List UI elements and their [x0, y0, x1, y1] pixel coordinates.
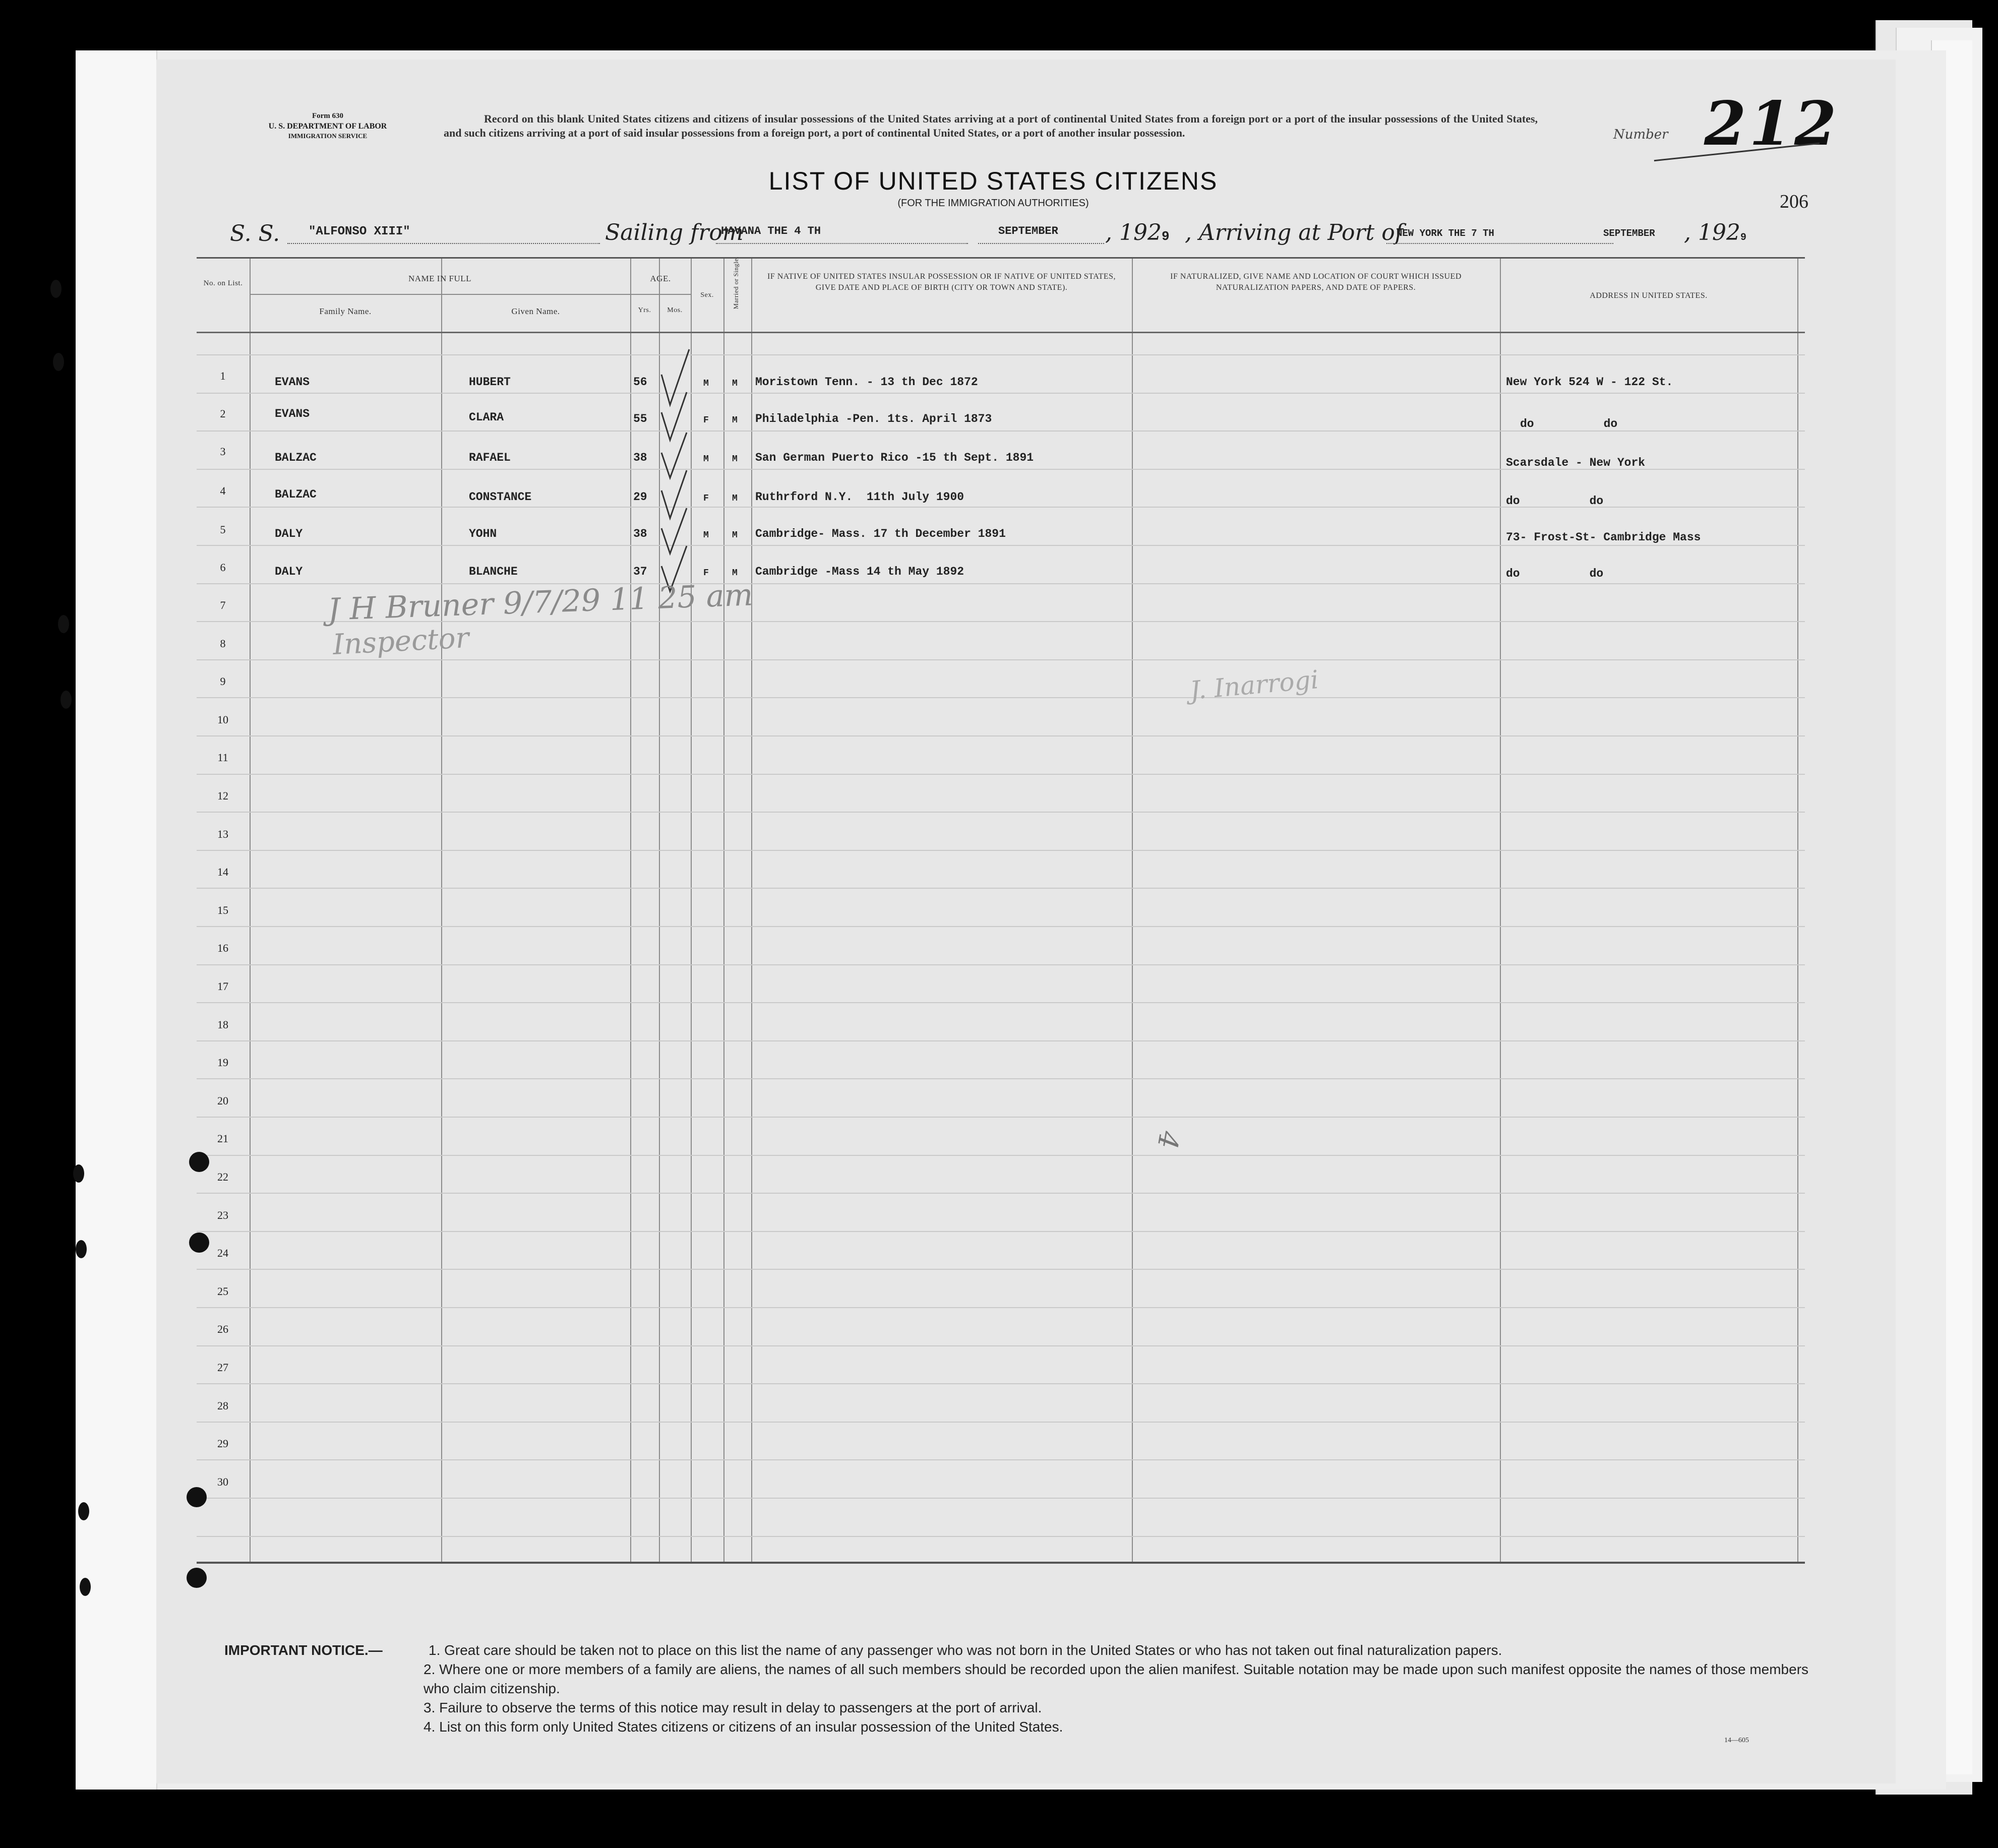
row-rule	[197, 1498, 1805, 1499]
row-rule	[197, 659, 1805, 660]
row-number: 12	[217, 789, 228, 802]
row-number: 21	[217, 1132, 228, 1145]
row-number: 23	[217, 1209, 228, 1221]
sailing-year	[1105, 220, 1170, 245]
sex-cell: F	[703, 568, 709, 578]
age-cell: 37	[633, 565, 647, 578]
row-number: 27	[217, 1361, 228, 1374]
marital-cell: M	[732, 415, 738, 425]
sex-cell: F	[703, 494, 709, 504]
row-rule	[197, 1231, 1805, 1232]
margin-signature: J. Inarrogi	[1188, 664, 1320, 706]
address-cell: 73- Frost-St- Cambridge Mass	[1506, 531, 1701, 544]
row-number: 17	[217, 980, 228, 993]
row-rule	[197, 1307, 1805, 1308]
row-rule	[197, 1536, 1805, 1537]
sex-cell: M	[703, 454, 709, 464]
row-number: 16	[217, 942, 228, 954]
row-rule	[197, 1002, 1805, 1003]
number-label: Number	[1613, 127, 1668, 142]
row-number: 7	[220, 599, 226, 611]
header-subrule	[630, 294, 691, 295]
col-rule	[630, 259, 631, 1562]
punch-mark	[189, 1152, 209, 1172]
marital-cell: M	[732, 454, 738, 464]
row-rule	[197, 850, 1805, 851]
address-cell: do do	[1506, 567, 1604, 580]
col-rule	[1797, 259, 1798, 1562]
given-name-cell: BLANCHE	[469, 565, 518, 578]
row-rule	[197, 1422, 1805, 1423]
marital-cell: M	[732, 379, 738, 389]
binding-hole	[80, 1578, 91, 1596]
row-rule	[197, 697, 1805, 698]
row-rule	[197, 354, 1805, 355]
marital-cell: M	[732, 568, 738, 578]
arriving-label: , Arriving at Port of	[1185, 220, 1403, 245]
row-number: 11	[217, 751, 228, 764]
row-number: 8	[220, 637, 226, 650]
binding-hole	[58, 615, 69, 633]
row-rule	[197, 1383, 1805, 1384]
ship-name: "ALFONSO XIII"	[309, 225, 410, 238]
marital-cell: M	[732, 494, 738, 504]
row-number: 19	[217, 1056, 228, 1069]
row-rule	[197, 545, 1805, 546]
row-number: 30	[217, 1475, 228, 1488]
sailing-month: SEPTEMBER	[998, 225, 1058, 237]
row-rule	[197, 1117, 1805, 1118]
page-subtitle: (FOR THE IMMIGRATION AUTHORITIES)	[897, 198, 1089, 209]
row-number: 2	[220, 407, 226, 420]
row-number: 6	[220, 561, 226, 574]
given-name-cell: CLARA	[469, 411, 504, 424]
row-rule	[197, 735, 1805, 736]
row-number: 13	[217, 828, 228, 840]
ss-label: S. S.	[230, 221, 280, 247]
age-cell: 56	[633, 376, 647, 389]
row-number: 18	[217, 1018, 228, 1031]
number-value: 212	[1704, 88, 1840, 159]
given-name-cell: RAFAEL	[469, 451, 511, 464]
family-name-cell: EVANS	[275, 376, 310, 389]
row-rule	[197, 1269, 1805, 1270]
page-title: LIST OF UNITED STATES CITIZENS	[768, 167, 1218, 195]
address-cell: do do	[1506, 495, 1604, 508]
header-name-in-full: NAME IN FULL	[408, 274, 471, 283]
header-age: AGE.	[650, 274, 671, 283]
header-family-name: Family Name.	[319, 306, 372, 316]
col-rule	[723, 259, 724, 1562]
given-name-cell: HUBERT	[469, 376, 511, 389]
sailing-month-underline	[978, 243, 1104, 244]
col-rule	[1500, 259, 1501, 1562]
notice-item-1: 1. Great care should be taken not to place on this list the name of any passenger who was not born in the United States or who has not taken out final naturalization papers.	[429, 1642, 1502, 1658]
row-number: 25	[217, 1285, 228, 1298]
marital-cell: M	[732, 530, 738, 540]
binding-strip	[76, 50, 157, 1790]
arriving-year	[1684, 220, 1746, 245]
pencil-mark: 4	[1151, 1129, 1186, 1151]
header-birth: IF NATIVE OF UNITED STATES INSULAR POSSESSION OR IF NATIVE OF UNITED STATES, GIVE DATE AND PLACE OF BIRTH (CITY OR TOWN AND STATE).	[767, 272, 1116, 292]
age-cell: 29	[633, 490, 647, 504]
birth-cell: Moristown Tenn. - 13 th Dec 1872	[755, 376, 978, 389]
row-rule	[197, 964, 1805, 965]
row-rule	[197, 812, 1805, 813]
punch-mark	[187, 1568, 207, 1588]
sailing-label: Sailing from	[605, 220, 744, 245]
binding-hole	[78, 1502, 89, 1520]
row-number: 20	[217, 1094, 228, 1107]
sex-cell: M	[703, 379, 709, 389]
department-label: U. S. DEPARTMENT OF LABOR	[268, 122, 387, 131]
header-naturalized: IF NATURALIZED, GIVE NAME AND LOCATION OF COURT WHICH ISSUED NATURALIZATION PAPERS, AND DATE OF PAPERS.	[1170, 272, 1462, 292]
binding-hole	[53, 353, 64, 371]
sailing-place: HAVANA THE 4 TH	[721, 225, 821, 237]
instructions-text: Record on this blank United States citizens and citizens of insular possessions of the United States arriving at a port of continental United States from a foreign port or a port of the insular possessions of the United States, and such citizens arriving at a port of said insular possessions from a foreign port, a port of continental United States, or a port of another insular possession.	[444, 112, 1538, 139]
row-rule	[197, 1078, 1805, 1079]
row-number: 14	[217, 866, 228, 878]
row-rule	[197, 1155, 1805, 1156]
col-rule	[441, 259, 442, 1562]
family-name-cell: BALZAC	[275, 488, 317, 501]
age-cell: 38	[633, 527, 647, 540]
notice-heading: IMPORTANT NOTICE.—	[224, 1642, 383, 1658]
sailing-year-digit: 9	[1161, 229, 1170, 244]
row-number: 29	[217, 1437, 228, 1450]
header-sex: Sex.	[700, 291, 714, 299]
punch-mark	[187, 1487, 207, 1507]
given-name-cell: CONSTANCE	[469, 490, 532, 504]
family-name-cell: EVANS	[275, 407, 310, 420]
important-notice	[224, 1641, 1828, 1737]
address-cell: do do	[1520, 417, 1618, 430]
row-number: 3	[220, 445, 226, 458]
sailing-underline	[716, 243, 968, 244]
header-no-on-list: No. on List.	[203, 279, 243, 287]
binding-hole	[50, 280, 62, 298]
row-rule	[197, 888, 1805, 889]
ship-underline	[287, 243, 600, 244]
page-stamp-number: 206	[1780, 191, 1808, 212]
sailing-year-prefix: , 192	[1105, 220, 1162, 245]
row-rule	[197, 1459, 1805, 1460]
age-cell: 55	[633, 412, 647, 425]
col-rule	[1132, 259, 1133, 1562]
header-bottom-rule	[197, 332, 1805, 333]
binding-hole	[60, 691, 72, 709]
arriving-year-prefix: , 192	[1684, 220, 1740, 245]
address-cell: Scarsdale - New York	[1506, 456, 1646, 469]
form-code: 14—605	[1724, 1737, 1749, 1744]
punch-mark	[189, 1233, 209, 1253]
row-number: 9	[220, 675, 226, 688]
row-rule	[197, 926, 1805, 927]
given-name-cell: YOHN	[469, 527, 497, 540]
row-number: 15	[217, 904, 228, 916]
row-rule	[197, 1193, 1805, 1194]
address-cell: New York 524 W - 122 St.	[1506, 376, 1673, 389]
sex-cell: M	[703, 530, 709, 540]
row-number: 5	[220, 523, 226, 536]
notice-item-2: 2. Where one or more members of a family are aliens, the names of all such members should be recorded upon the alien manifest. Suitable notation may be made upon such manifest opposite the names of those members who claim citizenship.	[423, 1661, 1809, 1696]
arriving-year-digit: 9	[1740, 232, 1746, 243]
row-number: 26	[217, 1323, 228, 1335]
sex-cell: F	[703, 415, 709, 425]
check-marks	[659, 344, 699, 596]
row-rule	[197, 1345, 1805, 1346]
header-mos: Mos.	[667, 306, 683, 314]
row-rule	[197, 393, 1805, 394]
service-label: IMMIGRATION SERVICE	[288, 132, 368, 140]
form-number-label: Form 630	[312, 112, 344, 120]
row-rule	[197, 430, 1805, 432]
inspector-signature: J H Bruner 9/7/29 11 25 am	[327, 577, 754, 628]
row-number: 4	[220, 484, 226, 497]
binding-hole	[73, 1164, 84, 1183]
row-number: 22	[217, 1171, 228, 1183]
family-name-cell: DALY	[275, 527, 303, 540]
notice-item-4: 4. List on this form only United States citizens or citizens of an insular possession of the United States.	[423, 1719, 1063, 1735]
birth-cell: Cambridge- Mass. 17 th December 1891	[755, 527, 1006, 540]
row-number: 10	[217, 713, 228, 726]
inspector-title: Inspector	[332, 621, 470, 662]
row-number: 24	[217, 1247, 228, 1259]
arriving-place: NEW YORK THE 7 TH	[1397, 228, 1494, 239]
row-number: 1	[220, 369, 226, 382]
header-address-label: ADDRESS IN UNITED STATES.	[1590, 291, 1708, 300]
row-rule	[197, 583, 1805, 584]
header-yrs: Yrs.	[638, 306, 651, 314]
header-married-single: Married or Single.	[732, 256, 740, 310]
birth-cell: Ruthrford N.Y. 11th July 1900	[755, 490, 964, 504]
col-rule	[751, 259, 752, 1562]
row-number: 28	[217, 1399, 228, 1412]
birth-cell: Philadelphia -Pen. 1ts. April 1873	[755, 412, 992, 425]
passenger-table	[197, 257, 1805, 1564]
notice-item-3: 3. Failure to observe the terms of this notice may result in delay to passengers at the port of arrival.	[423, 1700, 1042, 1715]
age-cell: 38	[633, 451, 647, 464]
family-name-cell: BALZAC	[275, 451, 317, 464]
row-rule	[197, 774, 1805, 775]
family-name-cell: DALY	[275, 565, 303, 578]
arriving-underline	[1386, 243, 1613, 244]
binding-hole	[76, 1240, 87, 1258]
header-given-name: Given Name.	[511, 306, 560, 316]
row-rule	[197, 1040, 1805, 1041]
birth-cell: Cambridge -Mass 14 th May 1892	[755, 565, 964, 578]
col-rule	[250, 259, 251, 1562]
header-subrule	[250, 294, 630, 295]
arriving-month: SEPTEMBER	[1603, 228, 1655, 239]
birth-cell: San German Puerto Rico -15 th Sept. 1891	[755, 451, 1034, 464]
